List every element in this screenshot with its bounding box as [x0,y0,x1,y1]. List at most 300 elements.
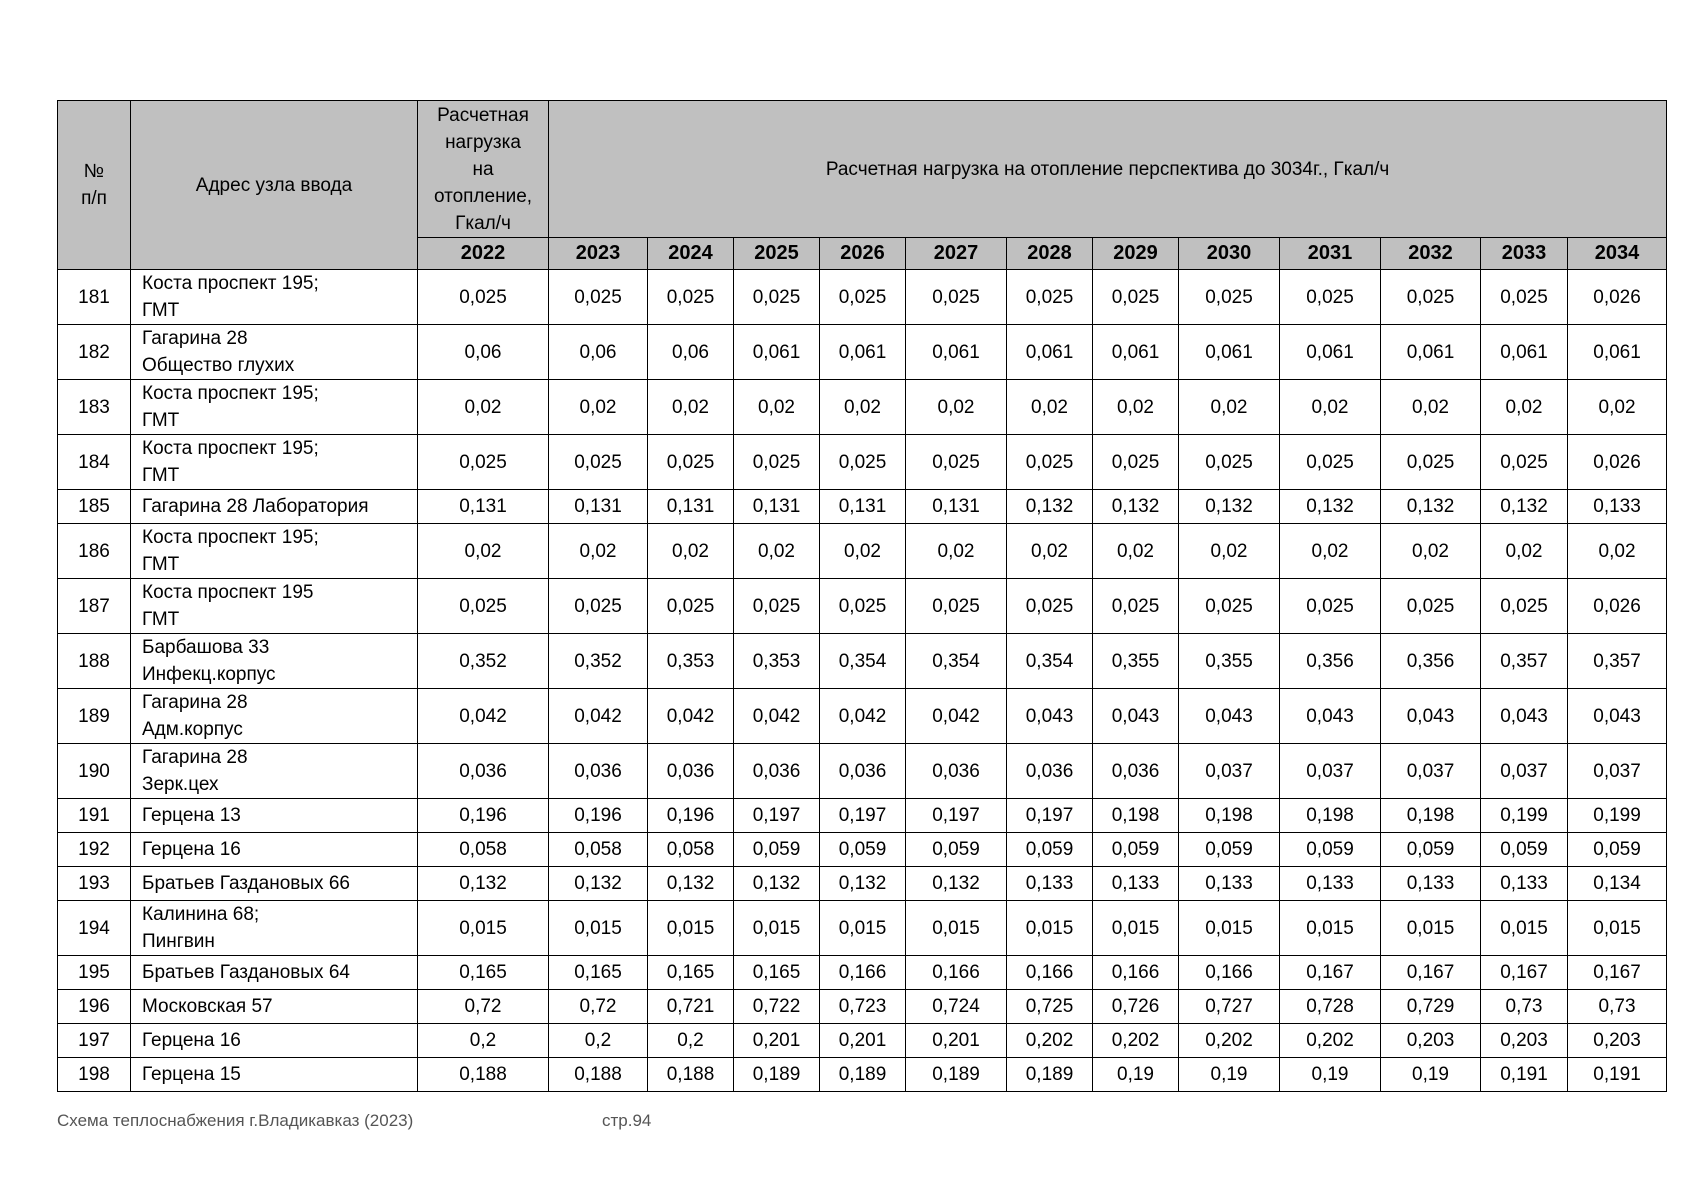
load-value-cell: 0,059 [1280,833,1381,867]
load-value-cell: 0,199 [1481,799,1568,833]
load-value-cell: 0,198 [1093,799,1179,833]
load-value-cell: 0,02 [648,524,734,579]
load-value-cell: 0,189 [820,1058,906,1092]
load-value-cell: 0,043 [1179,689,1280,744]
row-number-cell: 189 [58,689,131,744]
load-value-cell: 0,042 [648,689,734,744]
table-row [58,1024,1667,1058]
row-number-cell: 196 [58,990,131,1024]
address-cell: Коста проспект 195; ГМТ [131,270,418,325]
address-cell: Калинина 68; Пингвин [131,901,418,956]
load-value-cell: 0,133 [1481,867,1568,901]
load-value-cell: 0,131 [734,490,820,524]
load-value-cell: 0,132 [549,867,648,901]
load-value-cell: 0,025 [820,435,906,490]
load-value-cell: 0,025 [734,435,820,490]
load-value-cell: 0,354 [820,634,906,689]
row-number-cell: 197 [58,1024,131,1058]
load-value-cell: 0,061 [906,325,1007,380]
load-value-cell: 0,025 [1381,270,1481,325]
load-value-cell: 0,02 [820,380,906,435]
load-value-cell: 0,025 [906,270,1007,325]
load-value-cell: 0,036 [820,744,906,799]
load-value-cell: 0,02 [1179,380,1280,435]
load-value-cell: 0,025 [1280,270,1381,325]
load-value-cell: 0,025 [1179,579,1280,634]
table-row [58,833,1667,867]
load-value-cell: 0,025 [1179,270,1280,325]
load-value-cell: 0,036 [906,744,1007,799]
load-value-cell: 0,167 [1481,956,1568,990]
load-value-cell: 0,059 [1568,833,1667,867]
load-value-cell: 0,166 [1179,956,1280,990]
load-value-cell: 0,037 [1179,744,1280,799]
load-value-cell: 0,357 [1568,634,1667,689]
address-cell: Герцена 16 [131,833,418,867]
load-value-cell: 0,06 [418,325,549,380]
load-value-cell: 0,059 [1381,833,1481,867]
load-value-cell: 0,025 [418,579,549,634]
address-cell: Герцена 15 [131,1058,418,1092]
load-value-cell: 0,2 [549,1024,648,1058]
load-value-cell: 0,015 [906,901,1007,956]
load-value-cell: 0,199 [1568,799,1667,833]
load-value-cell: 0,19 [1093,1058,1179,1092]
load-value-cell: 0,191 [1568,1058,1667,1092]
address-cell: Гагарина 28 Зерк.цех [131,744,418,799]
load-value-cell: 0,202 [1179,1024,1280,1058]
load-value-cell: 0,036 [734,744,820,799]
load-value-cell: 0,19 [1179,1058,1280,1092]
load-value-cell: 0,059 [1179,833,1280,867]
table-row [58,956,1667,990]
load-value-cell: 0,72 [549,990,648,1024]
load-value-cell: 0,02 [1093,380,1179,435]
load-value-cell: 0,037 [1280,744,1381,799]
load-value-cell: 0,188 [418,1058,549,1092]
table-row [58,579,1667,634]
year-header-cell: 2022 [418,238,549,270]
row-number-cell: 195 [58,956,131,990]
load-value-cell: 0,165 [734,956,820,990]
load-value-cell: 0,202 [1280,1024,1381,1058]
load-value-cell: 0,02 [1568,380,1667,435]
table-row [58,380,1667,435]
load-value-cell: 0,189 [734,1058,820,1092]
load-value-cell: 0,354 [1007,634,1093,689]
load-value-cell: 0,132 [1381,490,1481,524]
load-value-cell: 0,196 [418,799,549,833]
load-value-cell: 0,356 [1280,634,1381,689]
year-header-cell: 2033 [1481,238,1568,270]
load-value-cell: 0,015 [1381,901,1481,956]
load-value-cell: 0,025 [549,579,648,634]
load-value-cell: 0,026 [1568,579,1667,634]
load-value-cell: 0,058 [648,833,734,867]
load-value-cell: 0,02 [820,524,906,579]
address-cell: Коста проспект 195; ГМТ [131,524,418,579]
load-value-cell: 0,025 [418,435,549,490]
load-value-cell: 0,026 [1568,270,1667,325]
load-value-cell: 0,132 [906,867,1007,901]
year-header-cell: 2025 [734,238,820,270]
load-value-cell: 0,132 [1481,490,1568,524]
load-value-cell: 0,025 [648,579,734,634]
load-value-cell: 0,196 [648,799,734,833]
load-value-cell: 0,02 [549,524,648,579]
footer-page-number: стр.94 [602,1111,652,1130]
load-value-cell: 0,165 [648,956,734,990]
load-value-cell: 0,061 [1093,325,1179,380]
load-value-cell: 0,015 [1179,901,1280,956]
load-value-cell: 0,015 [1007,901,1093,956]
load-value-cell: 0,025 [1007,579,1093,634]
load-value-cell: 0,061 [1280,325,1381,380]
load-value-cell: 0,036 [648,744,734,799]
load-value-cell: 0,131 [906,490,1007,524]
load-value-cell: 0,132 [820,867,906,901]
load-value-cell: 0,202 [1007,1024,1093,1058]
load-value-cell: 0,037 [1568,744,1667,799]
load-value-cell: 0,02 [1280,524,1381,579]
load-value-cell: 0,73 [1481,990,1568,1024]
load-value-cell: 0,2 [648,1024,734,1058]
load-value-cell: 0,043 [1007,689,1093,744]
table-row [58,689,1667,744]
load-value-cell: 0,025 [1481,270,1568,325]
heat-load-table [57,100,1667,1092]
load-value-cell: 0,2 [418,1024,549,1058]
load-value-cell: 0,037 [1381,744,1481,799]
load-value-cell: 0,352 [549,634,648,689]
table-row [58,270,1667,325]
load-value-cell: 0,197 [734,799,820,833]
load-value-cell: 0,042 [820,689,906,744]
row-number-cell: 193 [58,867,131,901]
load-value-cell: 0,036 [418,744,549,799]
table-row [58,744,1667,799]
load-value-cell: 0,202 [1093,1024,1179,1058]
load-value-cell: 0,02 [549,380,648,435]
load-value-cell: 0,132 [648,867,734,901]
column-header-current-load: Расчетная нагрузка на отопление, Гкал/ч [418,101,549,238]
load-value-cell: 0,02 [1481,380,1568,435]
load-value-cell: 0,02 [1381,380,1481,435]
row-number-cell: 184 [58,435,131,490]
table-row [58,435,1667,490]
load-value-cell: 0,02 [734,524,820,579]
load-value-cell: 0,356 [1381,634,1481,689]
load-value-cell: 0,061 [1179,325,1280,380]
load-value-cell: 0,043 [1568,689,1667,744]
table-row [58,634,1667,689]
year-header-cell: 2023 [549,238,648,270]
load-value-cell: 0,19 [1280,1058,1381,1092]
address-cell: Московская 57 [131,990,418,1024]
load-value-cell: 0,02 [1568,524,1667,579]
load-value-cell: 0,059 [734,833,820,867]
year-header-cell: 2034 [1568,238,1667,270]
load-value-cell: 0,059 [906,833,1007,867]
load-value-cell: 0,131 [820,490,906,524]
row-number-cell: 192 [58,833,131,867]
load-value-cell: 0,025 [549,270,648,325]
load-value-cell: 0,203 [1568,1024,1667,1058]
load-value-cell: 0,02 [1481,524,1568,579]
load-value-cell: 0,025 [1007,270,1093,325]
load-value-cell: 0,059 [1007,833,1093,867]
year-header-cell: 2028 [1007,238,1093,270]
load-value-cell: 0,724 [906,990,1007,1024]
year-header-cell: 2029 [1093,238,1179,270]
load-value-cell: 0,015 [1093,901,1179,956]
load-value-cell: 0,025 [418,270,549,325]
load-value-cell: 0,025 [1093,435,1179,490]
load-value-cell: 0,025 [734,579,820,634]
row-number-cell: 183 [58,380,131,435]
row-number-cell: 185 [58,490,131,524]
table-row [58,867,1667,901]
load-value-cell: 0,059 [1481,833,1568,867]
load-value-cell: 0,197 [1007,799,1093,833]
load-value-cell: 0,061 [820,325,906,380]
load-value-cell: 0,131 [418,490,549,524]
load-value-cell: 0,132 [1280,490,1381,524]
column-header-address: Адрес узла ввода [131,101,418,270]
load-value-cell: 0,02 [1007,524,1093,579]
address-cell: Гагарина 28 Лаборатория [131,490,418,524]
load-value-cell: 0,723 [820,990,906,1024]
load-value-cell: 0,015 [1568,901,1667,956]
load-value-cell: 0,198 [1280,799,1381,833]
load-value-cell: 0,02 [1007,380,1093,435]
load-value-cell: 0,042 [734,689,820,744]
address-cell: Гагарина 28 Общество глухих [131,325,418,380]
load-value-cell: 0,015 [648,901,734,956]
load-value-cell: 0,061 [1481,325,1568,380]
load-value-cell: 0,729 [1381,990,1481,1024]
address-cell: Коста проспект 195 ГМТ [131,579,418,634]
load-value-cell: 0,132 [1007,490,1093,524]
load-value-cell: 0,132 [734,867,820,901]
load-value-cell: 0,025 [820,579,906,634]
table-row [58,901,1667,956]
load-value-cell: 0,353 [734,634,820,689]
load-value-cell: 0,725 [1007,990,1093,1024]
load-value-cell: 0,037 [1481,744,1568,799]
table-row [58,1058,1667,1092]
load-value-cell: 0,197 [906,799,1007,833]
address-cell: Коста проспект 195; ГМТ [131,380,418,435]
load-value-cell: 0,133 [1179,867,1280,901]
address-cell: Братьев Газдановых 66 [131,867,418,901]
load-value-cell: 0,191 [1481,1058,1568,1092]
load-value-cell: 0,061 [1007,325,1093,380]
load-value-cell: 0,061 [1568,325,1667,380]
load-value-cell: 0,357 [1481,634,1568,689]
year-header-cell: 2030 [1179,238,1280,270]
load-value-cell: 0,722 [734,990,820,1024]
table-row [58,325,1667,380]
load-value-cell: 0,133 [1568,490,1667,524]
load-value-cell: 0,02 [906,524,1007,579]
load-value-cell: 0,354 [906,634,1007,689]
load-value-cell: 0,015 [418,901,549,956]
footer-document-title: Схема теплоснабжения г.Владикавказ (2023) [57,1111,414,1130]
load-value-cell: 0,015 [820,901,906,956]
load-value-cell: 0,025 [1381,579,1481,634]
load-value-cell: 0,726 [1093,990,1179,1024]
load-value-cell: 0,132 [1093,490,1179,524]
load-value-cell: 0,025 [1381,435,1481,490]
load-value-cell: 0,165 [418,956,549,990]
load-value-cell: 0,042 [549,689,648,744]
load-value-cell: 0,043 [1093,689,1179,744]
load-value-cell: 0,198 [1381,799,1481,833]
year-header-cell: 2024 [648,238,734,270]
address-cell: Гагарина 28 Адм.корпус [131,689,418,744]
load-value-cell: 0,203 [1481,1024,1568,1058]
load-value-cell: 0,025 [1280,579,1381,634]
load-value-cell: 0,132 [418,867,549,901]
load-value-cell: 0,196 [549,799,648,833]
load-value-cell: 0,025 [648,435,734,490]
row-number-cell: 181 [58,270,131,325]
load-value-cell: 0,166 [1007,956,1093,990]
load-value-cell: 0,036 [1093,744,1179,799]
load-value-cell: 0,02 [1093,524,1179,579]
address-cell: Коста проспект 195; ГМТ [131,435,418,490]
load-value-cell: 0,015 [1481,901,1568,956]
load-value-cell: 0,133 [1007,867,1093,901]
address-cell: Барбашова 33 Инфекц.корпус [131,634,418,689]
load-value-cell: 0,188 [549,1058,648,1092]
load-value-cell: 0,061 [734,325,820,380]
load-value-cell: 0,73 [1568,990,1667,1024]
load-value-cell: 0,131 [549,490,648,524]
row-number-cell: 194 [58,901,131,956]
year-header-cell: 2032 [1381,238,1481,270]
load-value-cell: 0,189 [906,1058,1007,1092]
load-value-cell: 0,353 [648,634,734,689]
load-value-cell: 0,025 [820,270,906,325]
load-value-cell: 0,721 [648,990,734,1024]
load-value-cell: 0,166 [1093,956,1179,990]
load-value-cell: 0,02 [1381,524,1481,579]
load-value-cell: 0,025 [1093,270,1179,325]
row-number-cell: 186 [58,524,131,579]
load-value-cell: 0,025 [549,435,648,490]
load-value-cell: 0,201 [734,1024,820,1058]
load-value-cell: 0,72 [418,990,549,1024]
row-number-cell: 198 [58,1058,131,1092]
load-value-cell: 0,025 [734,270,820,325]
load-value-cell: 0,134 [1568,867,1667,901]
load-value-cell: 0,059 [1093,833,1179,867]
column-header-perspective-load: Расчетная нагрузка на отопление перспектива до 3034г., Гкал/ч [549,101,1667,238]
table-row [58,490,1667,524]
row-number-cell: 187 [58,579,131,634]
load-value-cell: 0,198 [1179,799,1280,833]
load-value-cell: 0,201 [906,1024,1007,1058]
load-value-cell: 0,025 [906,579,1007,634]
load-value-cell: 0,352 [418,634,549,689]
load-value-cell: 0,167 [1381,956,1481,990]
load-value-cell: 0,036 [549,744,648,799]
load-value-cell: 0,043 [1481,689,1568,744]
load-value-cell: 0,02 [734,380,820,435]
row-number-cell: 188 [58,634,131,689]
load-value-cell: 0,025 [648,270,734,325]
load-value-cell: 0,132 [1179,490,1280,524]
load-value-cell: 0,061 [1381,325,1481,380]
load-value-cell: 0,165 [549,956,648,990]
load-value-cell: 0,025 [1481,435,1568,490]
load-value-cell: 0,02 [906,380,1007,435]
load-value-cell: 0,167 [1568,956,1667,990]
load-value-cell: 0,203 [1381,1024,1481,1058]
load-value-cell: 0,025 [1481,579,1568,634]
load-value-cell: 0,058 [549,833,648,867]
load-value-cell: 0,015 [734,901,820,956]
load-value-cell: 0,02 [418,380,549,435]
address-cell: Герцена 13 [131,799,418,833]
table-row [58,524,1667,579]
load-value-cell: 0,025 [1280,435,1381,490]
load-value-cell: 0,727 [1179,990,1280,1024]
load-value-cell: 0,06 [648,325,734,380]
year-header-cell: 2026 [820,238,906,270]
load-value-cell: 0,02 [418,524,549,579]
address-cell: Братьев Газдановых 64 [131,956,418,990]
load-value-cell: 0,166 [906,956,1007,990]
row-number-cell: 190 [58,744,131,799]
load-value-cell: 0,133 [1280,867,1381,901]
row-number-cell: 191 [58,799,131,833]
load-value-cell: 0,025 [1007,435,1093,490]
table-row [58,990,1667,1024]
year-header-cell: 2031 [1280,238,1381,270]
load-value-cell: 0,025 [906,435,1007,490]
load-value-cell: 0,189 [1007,1058,1093,1092]
load-value-cell: 0,043 [1280,689,1381,744]
load-value-cell: 0,355 [1093,634,1179,689]
load-value-cell: 0,026 [1568,435,1667,490]
load-value-cell: 0,025 [1179,435,1280,490]
load-value-cell: 0,355 [1179,634,1280,689]
load-value-cell: 0,197 [820,799,906,833]
load-value-cell: 0,131 [648,490,734,524]
load-value-cell: 0,167 [1280,956,1381,990]
load-value-cell: 0,133 [1093,867,1179,901]
row-number-cell: 182 [58,325,131,380]
load-value-cell: 0,19 [1381,1058,1481,1092]
load-value-cell: 0,042 [906,689,1007,744]
load-value-cell: 0,036 [1007,744,1093,799]
load-value-cell: 0,133 [1381,867,1481,901]
load-value-cell: 0,728 [1280,990,1381,1024]
load-value-cell: 0,201 [820,1024,906,1058]
load-value-cell: 0,043 [1381,689,1481,744]
load-value-cell: 0,166 [820,956,906,990]
load-value-cell: 0,015 [1280,901,1381,956]
load-value-cell: 0,059 [820,833,906,867]
load-value-cell: 0,02 [1280,380,1381,435]
address-cell: Герцена 16 [131,1024,418,1058]
load-value-cell: 0,025 [1093,579,1179,634]
load-value-cell: 0,06 [549,325,648,380]
table-row [58,799,1667,833]
